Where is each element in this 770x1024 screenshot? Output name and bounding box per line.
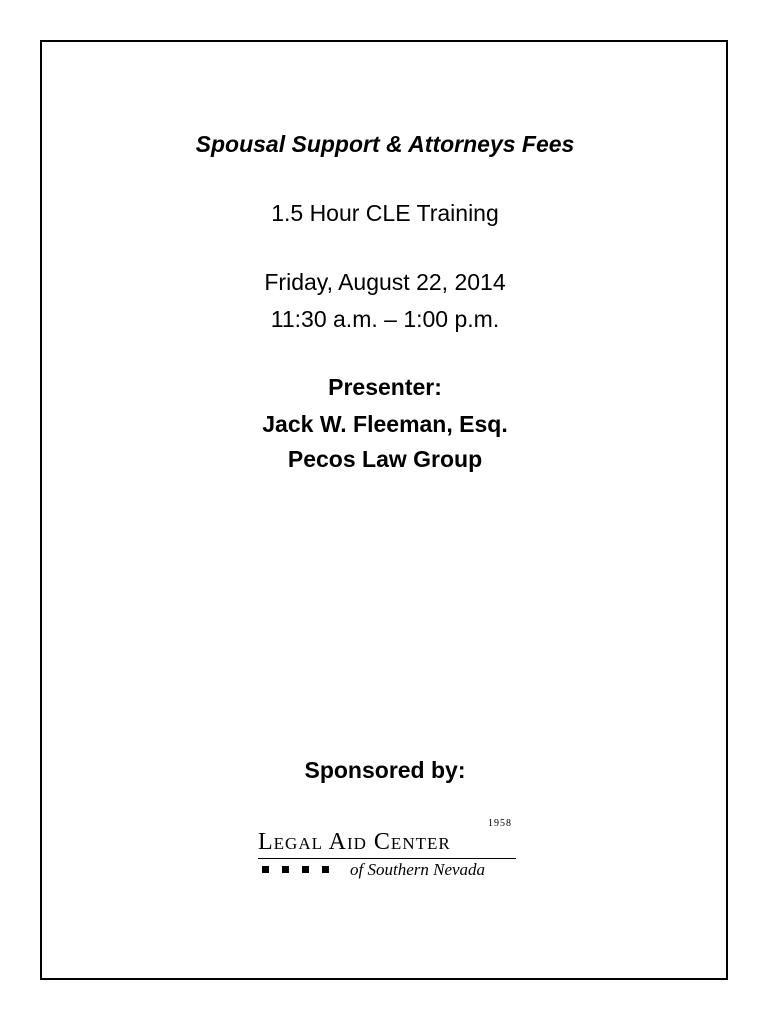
logo-square-icon — [282, 866, 289, 873]
presenter-firm: Pecos Law Group — [287, 446, 483, 472]
presenter-label: Presenter: — [328, 374, 442, 400]
logo-square-icon — [262, 866, 269, 873]
logo-square-icon — [322, 866, 329, 873]
logo-subtitle: of Southern Nevada — [350, 860, 486, 879]
training-duration: 1.5 Hour CLE Training — [271, 200, 499, 226]
logo-squares — [262, 866, 329, 873]
logo-divider — [258, 858, 516, 859]
legal-aid-center-logo — [258, 818, 516, 882]
logo-square-icon — [302, 866, 309, 873]
flyer-title: Spousal Support & Attorneys Fees — [195, 131, 575, 157]
event-time: 11:30 a.m. – 1:00 p.m. — [270, 306, 500, 332]
sponsor-label: Sponsored by: — [304, 757, 466, 783]
logo-year: 1958 — [488, 818, 512, 829]
event-date: Friday, August 22, 2014 — [264, 269, 506, 295]
logo-name: Legal Aid Center — [258, 829, 451, 855]
presenter-name: Jack W. Fleeman, Esq. — [262, 411, 508, 437]
